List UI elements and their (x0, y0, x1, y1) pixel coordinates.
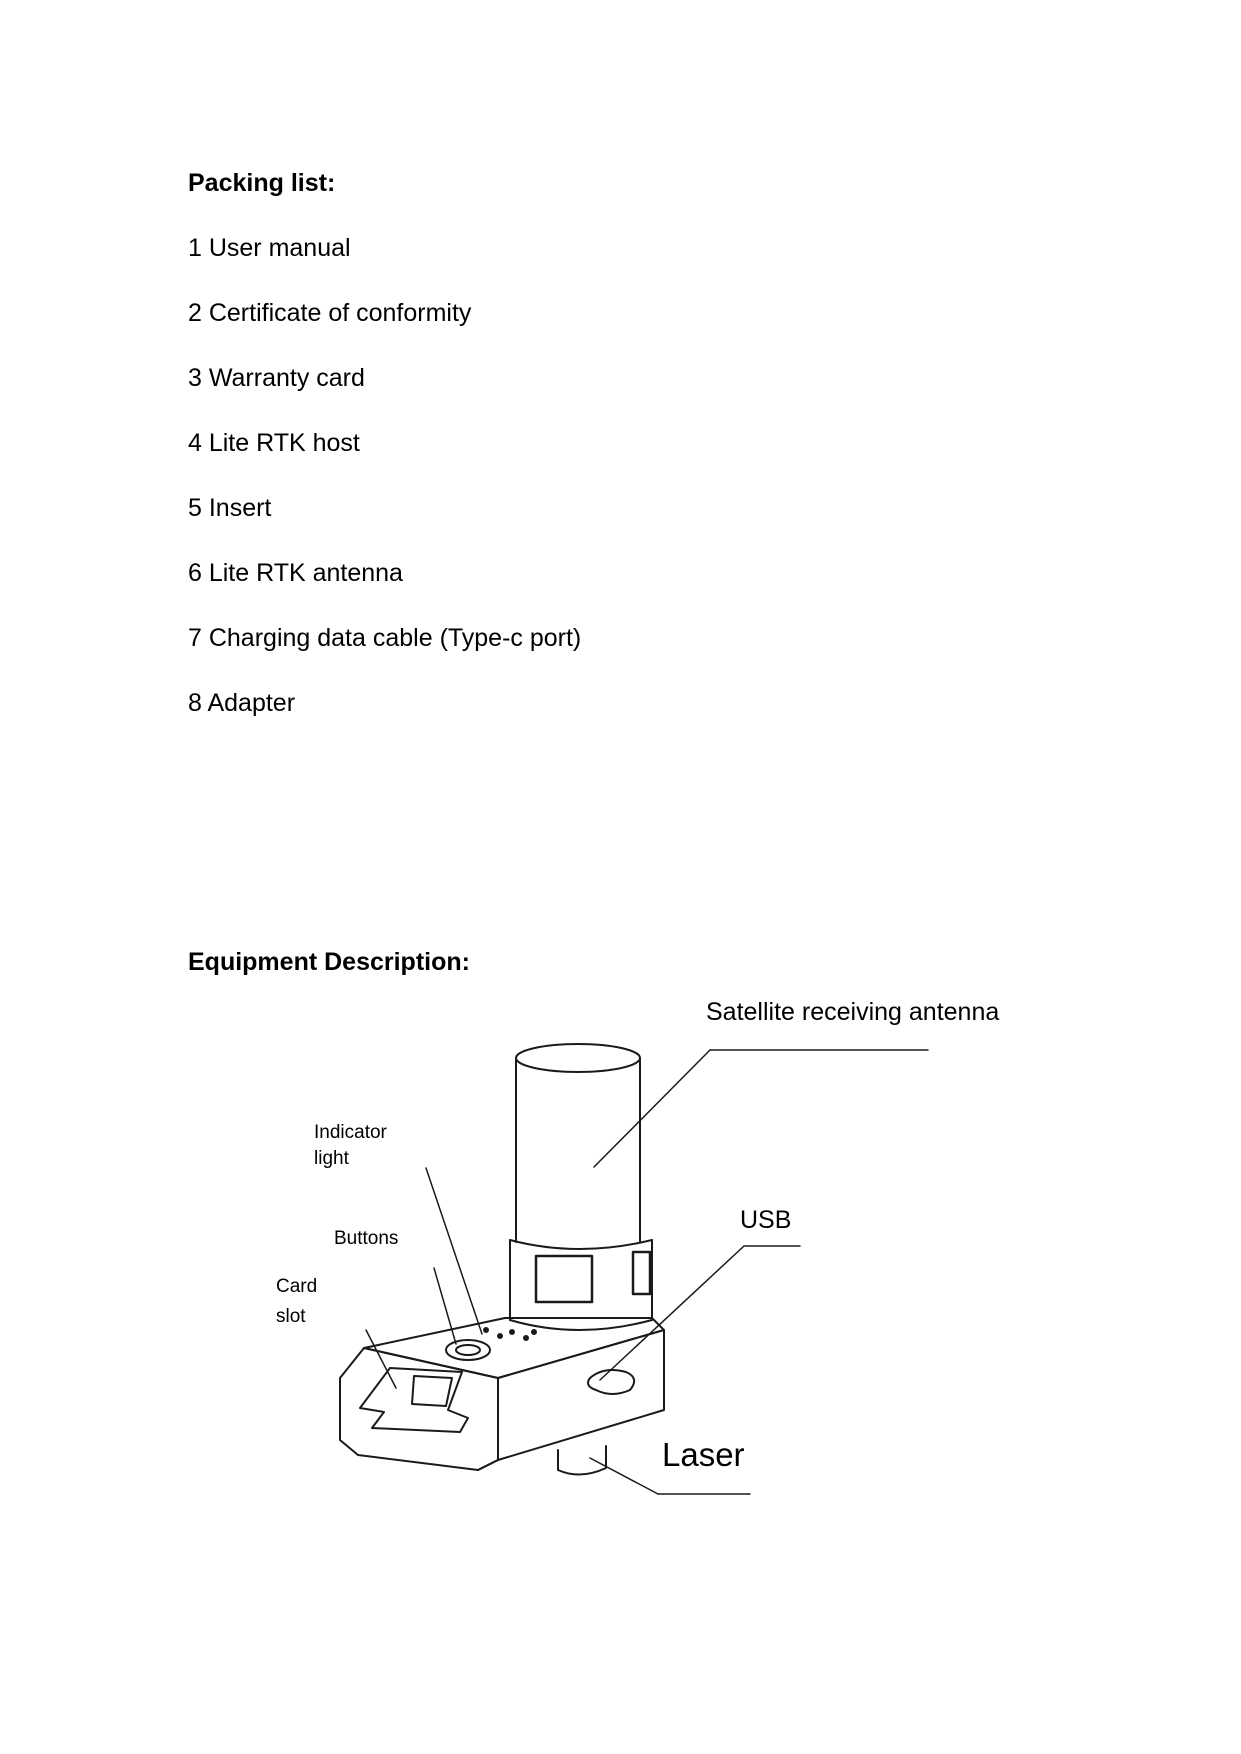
equipment-description-heading: Equipment Description: (188, 948, 470, 976)
equipment-diagram (0, 990, 1241, 1550)
antenna-cylinder (516, 1044, 640, 1242)
packing-list-item: 8 Adapter (188, 689, 296, 717)
device-illustration (0, 990, 1241, 1550)
packing-list-item: 2 Certificate of conformity (188, 299, 472, 327)
packing-list-item: 5 Insert (188, 494, 272, 522)
antenna-collar (510, 1240, 652, 1330)
packing-list-item: 4 Lite RTK host (188, 429, 360, 457)
packing-list-item: 1 User manual (188, 234, 351, 262)
packing-list-item: 6 Lite RTK antenna (188, 559, 403, 587)
packing-list-heading: Packing list: (188, 169, 336, 197)
indicator-light-label-line1: Indicator (314, 1122, 387, 1143)
indicator-light-label-line2: light (314, 1148, 349, 1169)
usb-label: USB (740, 1206, 792, 1234)
packing-list-item: 3 Warranty card (188, 364, 365, 392)
packing-list-item: 7 Charging data cable (Type-c port) (188, 624, 582, 652)
laser-label: Laser (662, 1436, 745, 1473)
card-slot-label-line1: Card (276, 1276, 318, 1297)
satellite-antenna-label: Satellite receiving antenna (706, 998, 1000, 1026)
callout-leader-lines (366, 1050, 928, 1494)
base-box (340, 1318, 664, 1475)
buttons-label: Buttons (334, 1228, 399, 1249)
card-slot-label-line2: slot (276, 1306, 306, 1327)
